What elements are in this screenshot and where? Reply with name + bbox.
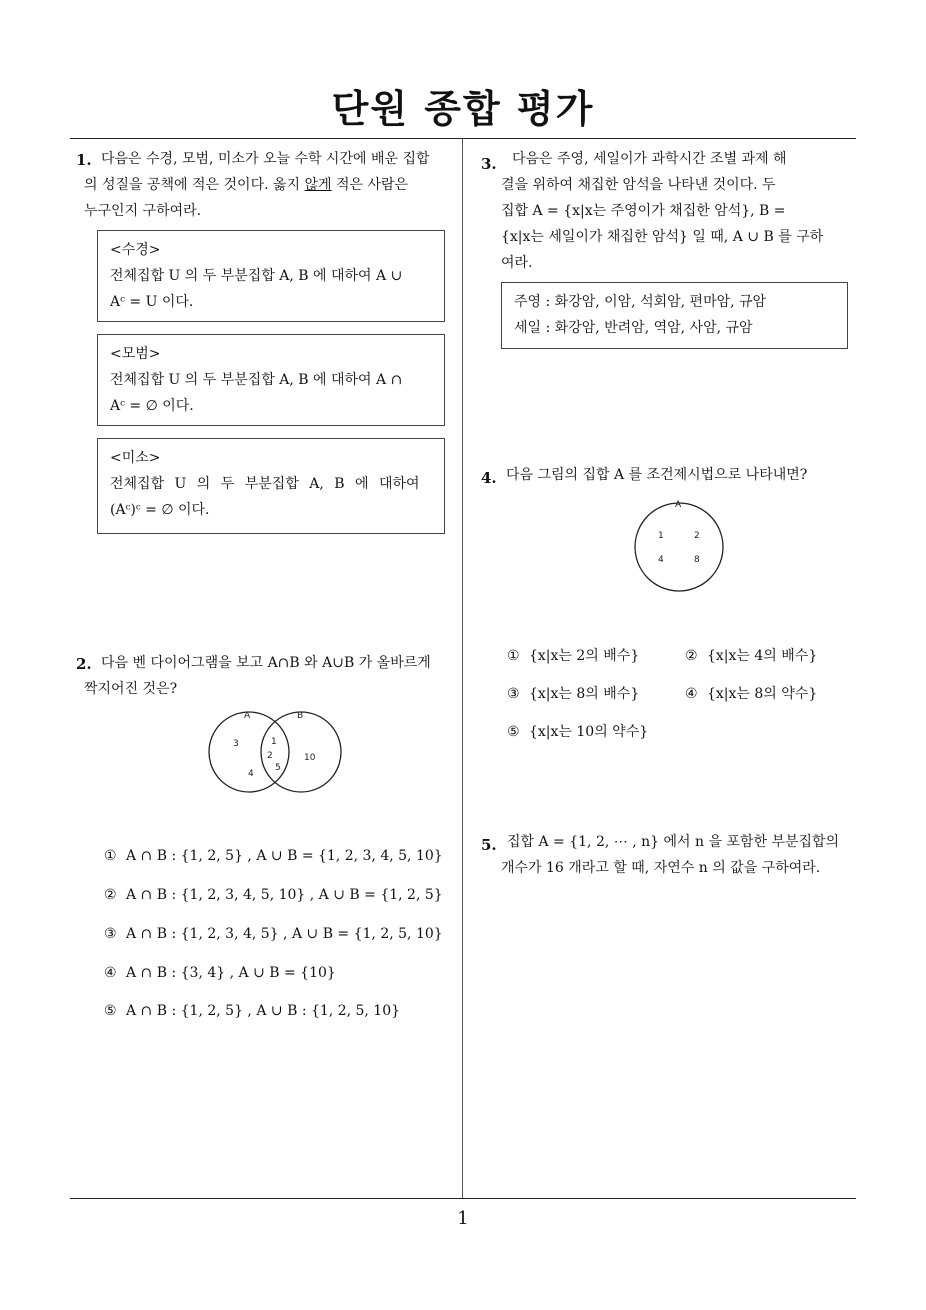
option-marker: ④ — [685, 686, 698, 702]
question-text — [101, 650, 461, 676]
set-a-diagram — [630, 496, 730, 596]
answer-option-1[interactable] — [104, 843, 443, 869]
set-a-circle — [635, 503, 723, 591]
question-text — [506, 462, 866, 488]
option-marker: ④ — [104, 965, 117, 981]
option-marker: ⑤ — [507, 724, 520, 740]
option-marker: ① — [507, 648, 520, 664]
question-line: 의 성질을 공책에 적은 것이다. 옳지 않게 적은 사람은 — [84, 177, 409, 193]
question-line: 결을 위하여 채집한 암석을 나타낸 것이다. 두 — [501, 177, 776, 193]
venn-diagram — [200, 704, 350, 800]
question-line: 여라. — [501, 255, 533, 271]
answer-option-5[interactable] — [507, 719, 648, 745]
question-number: 5. — [481, 836, 497, 854]
venn-element: 1 — [271, 737, 277, 747]
option-text: A ∩ B : {1, 2, 3, 4, 5} , A ∪ B = {1, 2, 5, 10} — [126, 926, 443, 942]
question-text — [84, 676, 444, 702]
venn-element: 4 — [248, 769, 254, 779]
answer-option-4[interactable] — [104, 960, 336, 986]
question-number: 3. — [481, 155, 497, 173]
set-element: 8 — [694, 555, 700, 565]
option-text: A ∩ B : {1, 2, 3, 4, 5, 10} , A ∪ B = {1, 2, 5} — [126, 887, 443, 903]
set-element: 4 — [658, 555, 664, 565]
answer-option-2[interactable] — [685, 643, 817, 669]
set-a-circle — [209, 712, 289, 792]
venn-element: 10 — [304, 753, 316, 763]
note-name: <모범> — [110, 346, 161, 362]
question-text — [512, 146, 862, 172]
option-text: {x|x는 8의 배수} — [529, 686, 640, 702]
note-line: (Aᶜ)ᶜ = ∅ 이다. — [110, 502, 210, 518]
note-name: <미소> — [110, 450, 161, 466]
note-line: Aᶜ = ∅ 이다. — [110, 398, 194, 414]
question-text — [101, 146, 461, 172]
question-line: 다음은 수경, 모범, 미소가 오늘 수학 시간에 배운 집합 — [101, 151, 430, 167]
note-name: <수경> — [110, 242, 161, 258]
question-number: 2. — [76, 655, 92, 673]
set-a-label: A — [244, 711, 251, 721]
option-marker: ② — [685, 648, 698, 664]
question-line: {x|x는 세일이가 채집한 암석} 일 때, A ∪ B 를 구하 — [501, 229, 824, 245]
question-line: 다음 벤 다이어그램을 보고 A∩B 와 A∪B 가 올바르게 — [101, 655, 431, 671]
page-title: 단원 종합 평가 — [331, 87, 595, 131]
question-number: 4. — [481, 469, 497, 487]
answer-option-1[interactable] — [507, 643, 639, 669]
answer-option-5[interactable] — [104, 998, 400, 1024]
set-b-label: B — [297, 711, 304, 721]
column-divider — [462, 139, 463, 1199]
venn-element: 3 — [233, 739, 239, 749]
note-box-miso — [97, 438, 445, 534]
option-marker: ③ — [104, 926, 117, 942]
venn-element: 2 — [267, 751, 273, 761]
emphasis-underline: 않게 — [304, 177, 332, 193]
option-marker: ③ — [507, 686, 520, 702]
note-box-sugyeong — [97, 230, 445, 322]
option-marker: ② — [104, 887, 117, 903]
question-line: 다음은 주영, 세일이가 과학시간 조별 과제 해 — [512, 151, 787, 167]
answer-option-2[interactable] — [104, 882, 443, 908]
question-text — [501, 172, 861, 276]
top-rule — [70, 138, 856, 139]
set-a-label: A — [675, 500, 682, 510]
note-line: 전체집합 U 의 두 부분집합 A, B 에 대하여 — [110, 476, 420, 492]
option-text: {x|x는 10의 약수} — [529, 724, 649, 740]
answer-option-3[interactable] — [104, 921, 443, 947]
answer-option-4[interactable] — [685, 681, 817, 707]
question-number: 1. — [76, 151, 92, 169]
rock-list-box — [501, 282, 848, 349]
question-text — [84, 172, 464, 224]
option-text: {x|x는 4의 배수} — [707, 648, 818, 664]
note-line: 전체집합 U 의 두 부분집합 A, B 에 대하여 A ∪ — [110, 268, 403, 284]
answer-option-3[interactable] — [507, 681, 639, 707]
page-number: 1 — [457, 1208, 469, 1229]
note-line: 전체집합 U 의 두 부분집합 A, B 에 대하여 A ∩ — [110, 372, 403, 388]
question-line: 집합 A = {1, 2, ⋯ , n} 에서 n 을 포함한 부분집합의 — [507, 834, 840, 850]
set-b-circle — [261, 712, 341, 792]
note-line: Aᶜ = U 이다. — [110, 294, 194, 310]
question-line: 다음 그림의 집합 A 를 조건제시법으로 나타내면? — [506, 467, 808, 483]
question-line: 짝지어진 것은? — [84, 681, 178, 697]
option-text: {x|x는 8의 약수} — [707, 686, 818, 702]
option-text: A ∩ B : {1, 2, 5} , A ∪ B = {1, 2, 3, 4, 5, 10} — [126, 848, 443, 864]
option-text: A ∩ B : {3, 4} , A ∪ B = {10} — [126, 965, 336, 981]
question-line: 누구인지 구하여라. — [84, 203, 202, 219]
question-text — [507, 829, 867, 855]
bottom-rule — [70, 1198, 856, 1199]
question-line: 개수가 16 개라고 할 때, 자연수 n 의 값을 구하여라. — [501, 860, 821, 876]
rock-list-line: 세일 : 화강암, 반려암, 역암, 사암, 규암 — [514, 320, 753, 336]
note-box-mobeom — [97, 334, 445, 426]
set-element: 2 — [694, 531, 700, 541]
venn-element: 5 — [275, 763, 281, 773]
option-text: {x|x는 2의 배수} — [529, 648, 640, 664]
question-text — [501, 855, 861, 881]
question-line: 집합 A = {x|x는 주영이가 채집한 암석}, B = — [501, 203, 786, 219]
option-marker: ⑤ — [104, 1003, 117, 1019]
rock-list-line: 주영 : 화강암, 이암, 석회암, 편마암, 규암 — [514, 294, 767, 310]
set-element: 1 — [658, 531, 664, 541]
option-text: A ∩ B : {1, 2, 5} , A ∪ B : {1, 2, 5, 10} — [126, 1003, 401, 1019]
option-marker: ① — [104, 848, 117, 864]
